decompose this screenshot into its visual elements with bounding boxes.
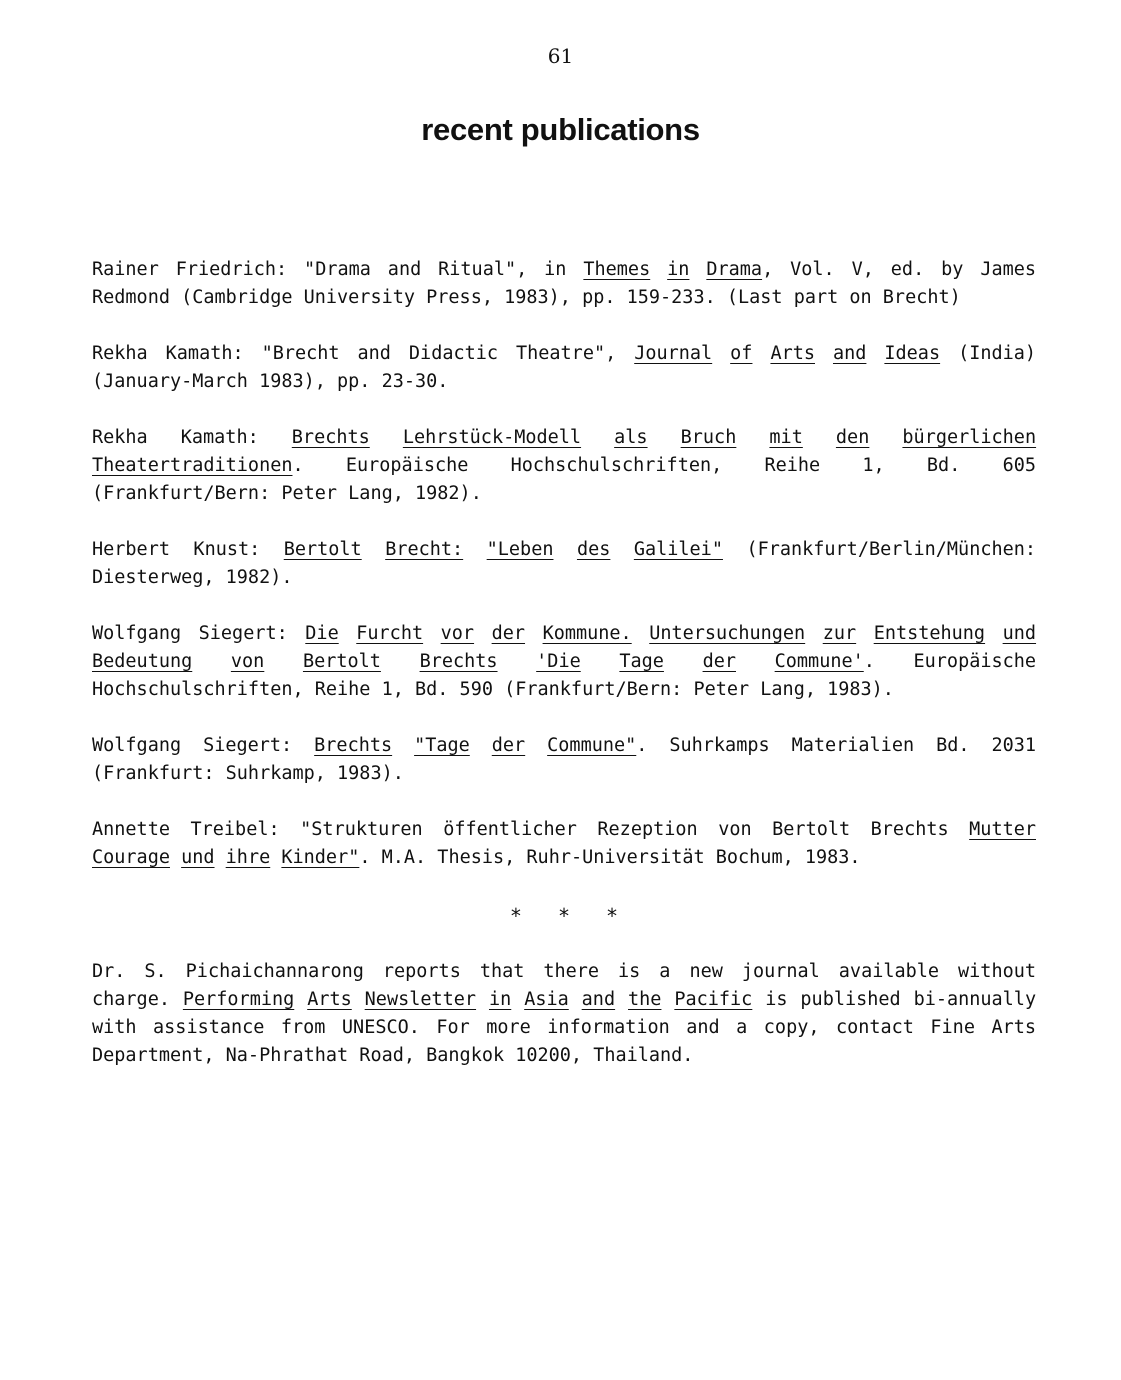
publication-entry: [92, 340, 1036, 396]
underlined-title-word: and: [581, 989, 616, 1010]
citation-text: Rekha Kamath:: [92, 427, 292, 448]
underlined-title-word: of: [730, 343, 753, 364]
citation-text: [664, 651, 703, 672]
underlined-title-word: Kommune.: [542, 623, 632, 644]
citation-text: [498, 651, 537, 672]
citation-text: . Europäische Hochschulschriften, Reihe 1, Bd. 590 (Frankfurt/Bern: Peter Lang, 1983).: [92, 651, 1037, 700]
citation-text: . Suhrkamps Materialien Bd. 2031 (Frankfurt: Suhrkamp, 1983).: [92, 735, 1036, 784]
citation-text: (Frankfurt/Berlin/München: Diesterweg, 1982).: [92, 539, 1037, 588]
underlined-title-word: mit: [769, 427, 803, 448]
citation-text: [339, 623, 357, 644]
citation-text: [661, 989, 674, 1010]
citation-text: Rainer Friedrich: "Drama and Ritual", in: [92, 259, 584, 280]
underlined-title-word: Galilei": [633, 539, 723, 560]
citation-text: [270, 847, 281, 868]
underlined-title-word: Themes: [583, 259, 651, 280]
underlined-title-word: Bedeutung: [92, 651, 193, 672]
citation-text: [736, 651, 775, 672]
underlined-title-word: bürgerlichen: [902, 427, 1037, 448]
citation-text: , Vol. V, ed. by James Redmond (Cambridge University Press, 1983), pp. 159-233. (Last part on Brecht): [92, 259, 1037, 308]
citation-text: [392, 735, 414, 756]
citation-text: Dr. S. Pichaichannarong reports that there is a new journal available without charge.: [92, 961, 1036, 1010]
citation-text: [370, 427, 403, 448]
citation-text: Wolfgang Siegert:: [92, 735, 315, 756]
citation-text: is published bi-annually with assistance from UNESCO. For more information and a copy, contact Fine Arts Department, Na-Phrathat Road, Bangkok 10200, Thailand.: [92, 989, 1037, 1066]
citation-text: [476, 989, 489, 1010]
page-number: 61: [547, 44, 574, 68]
citation-text: [511, 989, 524, 1010]
underlined-title-word: Tage: [619, 651, 664, 672]
citation-text: Annette Treibel: "Strukturen öffentlicher Rezeption von Bertolt Brechts: [92, 819, 970, 840]
citation-text: [215, 847, 226, 868]
underlined-title-word: vor: [440, 623, 475, 644]
citation-text: [985, 623, 1003, 644]
underlined-title-word: Arts: [770, 343, 815, 364]
publication-entry: [92, 256, 1036, 312]
underlined-title-word: in: [667, 259, 690, 280]
citation-text: Herbert Knust:: [92, 539, 284, 560]
underlined-title-word: Bruch: [680, 427, 737, 448]
citation-text: [805, 623, 823, 644]
citation-text: [170, 847, 181, 868]
citation-text: [689, 259, 706, 280]
citation-text: [615, 989, 628, 1010]
underlined-title-word: der: [491, 623, 526, 644]
citation-text: [553, 539, 576, 560]
underlined-title-word: Commune': [774, 651, 864, 672]
citation-text: . Europäische Hochschulschriften, Reihe 1, Bd. 605 (Frankfurt/Bern: Peter Lang, 1982).: [92, 455, 1036, 504]
citation-text: [423, 623, 441, 644]
journal-announcement: [92, 958, 1036, 1070]
underlined-title-word: Brechts: [419, 651, 498, 672]
citation-text: [736, 427, 769, 448]
section-separator: * * *: [509, 904, 619, 928]
underlined-title-word: Performing: [182, 989, 295, 1010]
underlined-title-word: Furcht: [356, 623, 424, 644]
publication-entry: [92, 536, 1036, 592]
underlined-title-word: und: [181, 847, 215, 868]
citation-text: [569, 989, 582, 1010]
citation-text: [264, 651, 303, 672]
underlined-title-word: Kinder": [281, 847, 360, 868]
citation-text: Wolfgang Siegert:: [92, 623, 306, 644]
underlined-title-word: Brechts: [314, 735, 393, 756]
citation-text: (India) (January-March 1983), pp. 23-30.: [92, 343, 1037, 392]
underlined-title-word: Commune": [547, 735, 637, 756]
underlined-title-word: "Leben: [486, 539, 554, 560]
publication-entry: [92, 424, 1036, 508]
publication-entry: [92, 620, 1036, 704]
underlined-title-word: "Tage: [414, 735, 470, 756]
underlined-title-word: the: [628, 989, 662, 1010]
citation-text: [463, 539, 486, 560]
underlined-title-word: Mutter: [969, 819, 1036, 840]
underlined-title-word: und: [1002, 623, 1037, 644]
citation-text: [632, 623, 650, 644]
underlined-title-word: and: [832, 343, 867, 364]
citation-text: [610, 539, 633, 560]
underlined-title-word: zur: [822, 623, 857, 644]
underlined-title-word: in: [488, 989, 512, 1010]
underlined-title-word: den: [835, 427, 870, 448]
citation-text: [712, 343, 730, 364]
citation-text: [815, 343, 833, 364]
citation-text: [869, 427, 902, 448]
underlined-title-word: Ideas: [884, 343, 941, 364]
underlined-title-word: Courage: [92, 847, 170, 868]
citation-text: [866, 343, 884, 364]
publication-entry: [92, 816, 1036, 872]
publication-entry: [92, 732, 1036, 788]
underlined-title-word: Pacific: [674, 989, 753, 1010]
underlined-title-word: Drama: [706, 259, 763, 280]
citation-text: [294, 989, 307, 1010]
underlined-title-word: 'Die: [536, 651, 581, 672]
citation-text: [803, 427, 836, 448]
underlined-title-word: als: [614, 427, 648, 448]
citation-text: [752, 343, 770, 364]
citation-text: [581, 651, 620, 672]
citation-text: [525, 623, 543, 644]
publication-list: [92, 256, 1036, 1070]
page-title: recent publications: [421, 112, 700, 147]
underlined-title-word: Theatertraditionen: [92, 455, 293, 476]
underlined-title-word: von: [230, 651, 265, 672]
underlined-title-word: Asia: [524, 989, 569, 1010]
citation-text: [352, 989, 365, 1010]
citation-text: [581, 427, 614, 448]
citation-text: [856, 623, 874, 644]
citation-text: [650, 259, 667, 280]
citation-text: [470, 735, 492, 756]
underlined-title-word: Lehrstück-Modell: [402, 427, 582, 448]
underlined-title-word: Journal: [634, 343, 713, 364]
citation-text: [381, 651, 420, 672]
underlined-title-word: Entstehung: [873, 623, 986, 644]
citation-text: [525, 735, 547, 756]
underlined-title-word: Brecht:: [385, 539, 464, 560]
citation-text: [192, 651, 231, 672]
underlined-title-word: Bertolt: [283, 539, 362, 560]
underlined-title-word: Untersuchungen: [649, 623, 806, 644]
underlined-title-word: Brechts: [291, 427, 370, 448]
underlined-title-word: Newsletter: [364, 989, 477, 1010]
citation-text: [362, 539, 385, 560]
underlined-title-word: der: [491, 735, 526, 756]
citation-text: Rekha Kamath: "Brecht and Didactic Theatre",: [92, 343, 635, 364]
underlined-title-word: der: [702, 651, 736, 672]
underlined-title-word: Bertolt: [302, 651, 381, 672]
underlined-title-word: des: [576, 539, 611, 560]
underlined-title-word: ihre: [225, 847, 271, 868]
citation-text: [648, 427, 681, 448]
citation-text: [474, 623, 492, 644]
underlined-title-word: Arts: [307, 989, 352, 1010]
citation-text: . M.A. Thesis, Ruhr-Universität Bochum, 1983.: [359, 847, 861, 868]
underlined-title-word: Die: [305, 623, 339, 644]
